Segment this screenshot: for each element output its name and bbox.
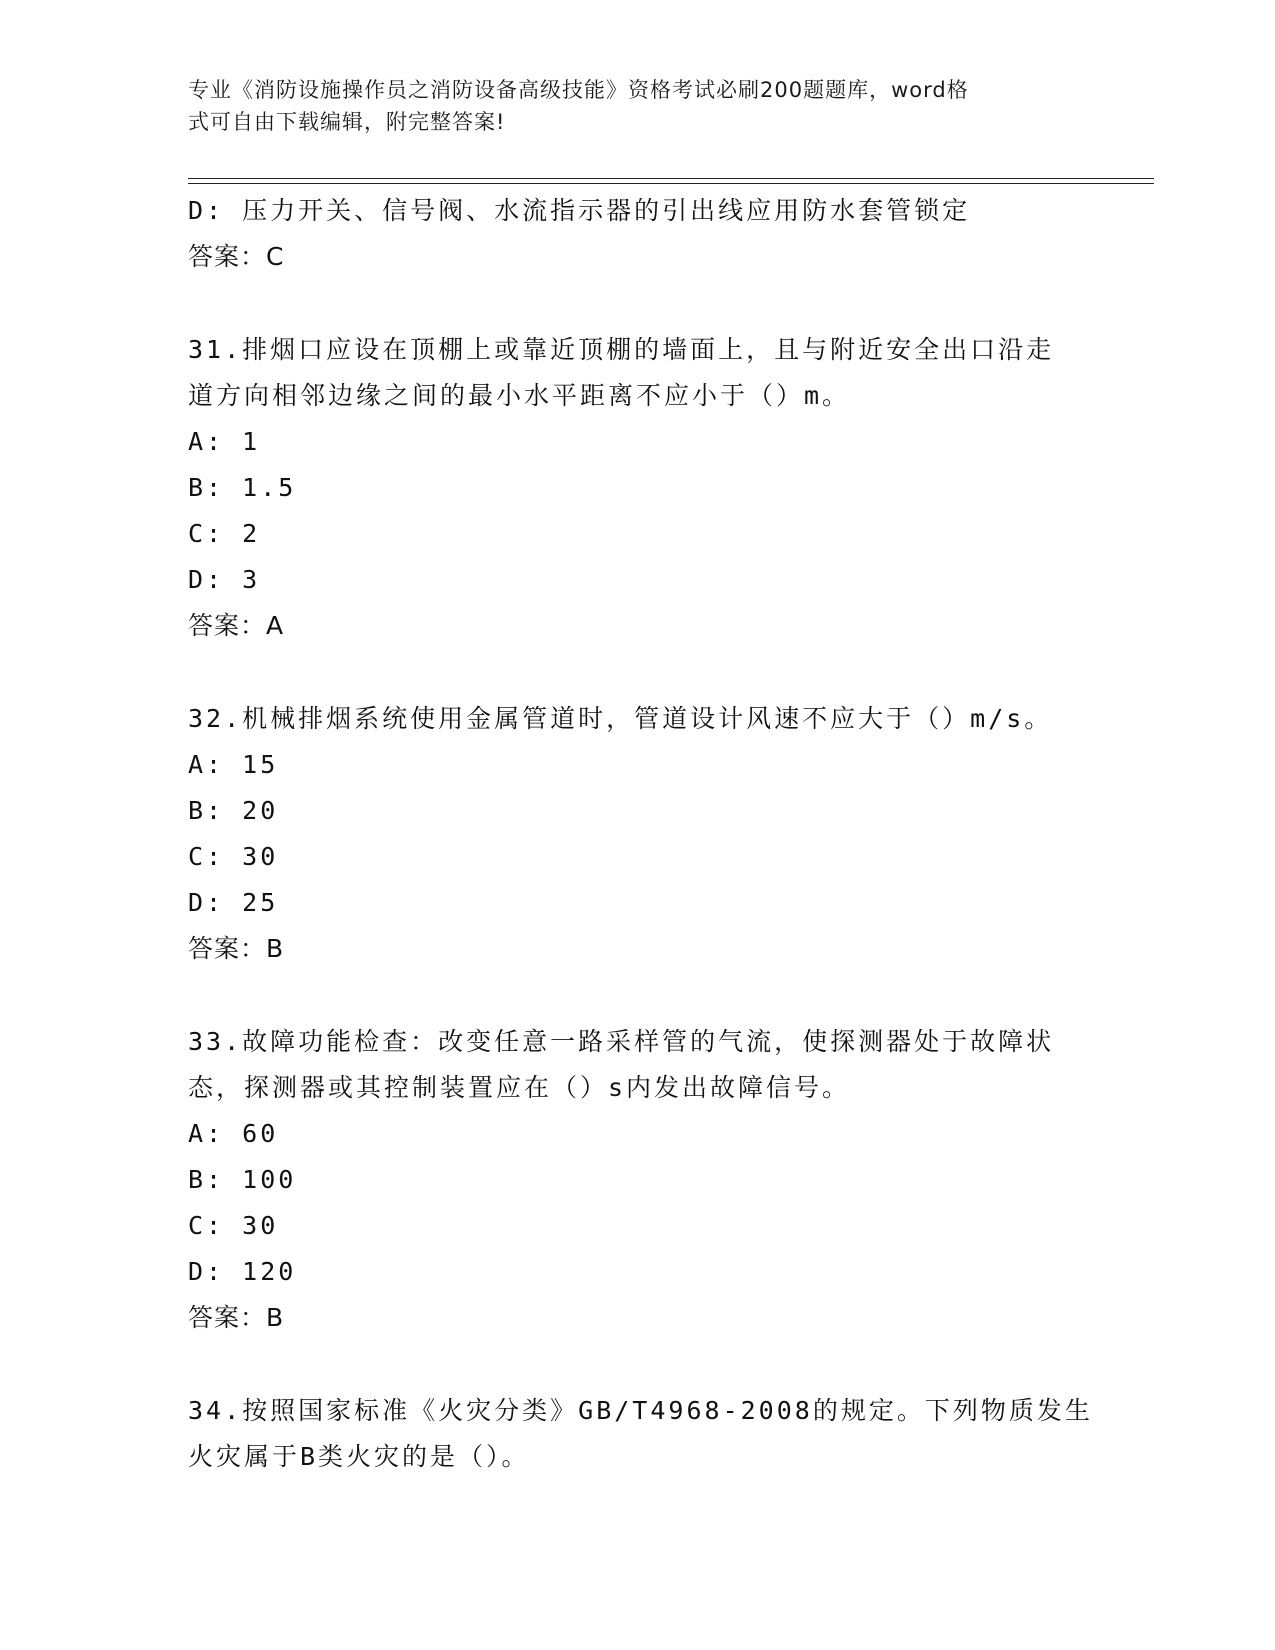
- option-d: D: 25: [188, 888, 279, 917]
- option-c: C: 2: [188, 519, 261, 548]
- question-text-line-1: 32.机械排烟系统使用金属管道时，管道设计风速不应大于（）m/s。: [188, 704, 1053, 733]
- option-d: D: 压力开关、信号阀、水流指示器的引出线应用防水套管锁定: [188, 196, 971, 225]
- answer-line: 答案：B: [188, 934, 285, 963]
- option-c: C: 30: [188, 1211, 279, 1240]
- answer-line: 答案：A: [188, 611, 285, 640]
- question-list: [188, 188, 1093, 1480]
- option-d: D: 3: [188, 565, 261, 594]
- question-text-line-1: 33.故障功能检查：改变任意一路采样管的气流，使探测器处于故障状: [188, 1027, 1055, 1056]
- option-b: B: 20: [188, 796, 279, 825]
- header-line-1: 专业《消防设施操作员之消防设备高级技能》资格考试必刷200题题库，word格: [188, 78, 969, 102]
- question-34: [188, 1388, 1093, 1480]
- option-b: B: 100: [188, 1165, 297, 1194]
- question-text-line-2: 态，探测器或其控制装置应在（）s内发出故障信号。: [188, 1073, 851, 1102]
- question-32: [188, 696, 1088, 972]
- question-text-line-1: 34.按照国家标准《火灾分类》GB/T4968-2008的规定。下列物质发生: [188, 1396, 1093, 1425]
- header-divider-bottom: [188, 183, 1154, 184]
- question-text-line-2: 火灾属于B类火灾的是（）。: [188, 1442, 530, 1471]
- option-a: A: 1: [188, 427, 261, 456]
- option-a: A: 60: [188, 1119, 279, 1148]
- option-b: B: 1.5: [188, 473, 297, 502]
- option-d: D: 120: [188, 1257, 297, 1286]
- option-c: C: 30: [188, 842, 279, 871]
- answer-line: 答案：B: [188, 1303, 285, 1332]
- answer-line: 答案：C: [188, 242, 285, 271]
- document-header: [188, 74, 1088, 138]
- option-a: A: 15: [188, 750, 279, 779]
- question-text-line-2: 道方向相邻边缘之间的最小水平距离不应小于（）m。: [188, 381, 851, 410]
- previous-question-tail: [188, 188, 1088, 280]
- header-divider-top: [188, 178, 1154, 179]
- header-line-2: 式可自由下载编辑，附完整答案!: [188, 110, 506, 134]
- question-31: [188, 327, 1088, 649]
- question-33: [188, 1019, 1088, 1341]
- question-text-line-1: 31.排烟口应设在顶棚上或靠近顶棚的墙面上，且与附近安全出口沿走: [188, 335, 1055, 364]
